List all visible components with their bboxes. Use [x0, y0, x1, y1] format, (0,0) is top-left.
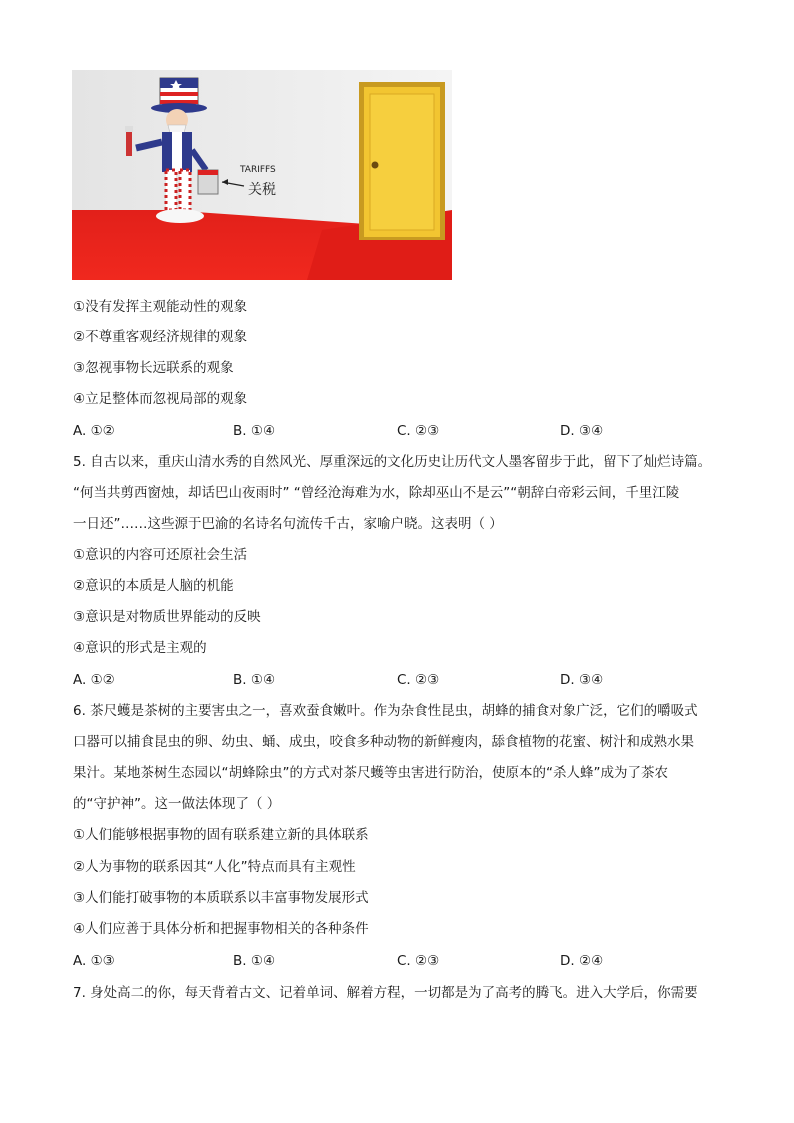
tariff-cartoon-image — [72, 70, 452, 280]
q4-item-1: ①没有发挥主观能动性的观象 — [73, 299, 248, 315]
q5-stem-line-2: “何当共剪西窗烛，却话巴山夜雨时” “曾经沧海难为水，除却巫山不是云”“朝辞白帝彩云间，千里江陵 — [73, 485, 680, 501]
q5-option-c[interactable]: C. ②③ — [397, 672, 440, 688]
q6-option-a[interactable]: A. ①③ — [73, 953, 115, 969]
q5-item-3: ③意识是对物质世界能动的反映 — [73, 609, 261, 625]
q6-item-3: ③人们能打破事物的本质联系以丰富事物发展形式 — [73, 890, 369, 906]
q6-item-1: ①人们能够根据事物的固有联系建立新的具体联系 — [73, 827, 369, 843]
q6-stem-line-3: 果汁。某地茶树生态园以“胡蜂除虫”的方式对茶尺蠖等虫害进行防治，使原本的“杀人蜂”成为了茶农 — [73, 765, 668, 781]
q6-option-b[interactable]: B. ①④ — [233, 953, 276, 969]
q6-stem-line-4: 的“守护神”。这一做法体现了（ ） — [73, 796, 281, 812]
q7-stem-line-1: 7. 身处高二的你，每天背着古文、记着单词、解着方程，一切都是为了高考的腾飞。进入大学后，你需要 — [73, 985, 698, 1001]
q4-item-2: ②不尊重客观经济规律的观象 — [73, 329, 248, 345]
q4-option-d[interactable]: D. ③④ — [560, 423, 604, 439]
q6-stem-line-2: 口器可以捕食昆虫的卵、幼虫、蛹、成虫，咬食多种动物的新鲜瘦肉，舔食植物的花蜜、树汁和成熟水果 — [73, 734, 694, 750]
q6-stem-line-1: 6. 茶尺蠖是茶树的主要害虫之一，喜欢蚕食嫩叶。作为杂食性昆虫，胡蜂的捕食对象广泛，它们的嚼吸式 — [73, 703, 698, 719]
q6-options — [73, 951, 753, 971]
q5-item-4: ④意识的形式是主观的 — [73, 640, 207, 656]
q4-item-3: ③忽视事物长远联系的观象 — [73, 360, 234, 376]
q5-option-a[interactable]: A. ①② — [73, 672, 115, 688]
q5-options — [73, 670, 753, 690]
tariffs-en-label: TARIFFS — [240, 165, 276, 175]
q4-options — [73, 421, 753, 441]
q5-option-b[interactable]: B. ①④ — [233, 672, 276, 688]
q6-option-c[interactable]: C. ②③ — [397, 953, 440, 969]
q5-stem-line-3: 一日还”……这些源于巴渝的名诗名句流传千古，家喻户晓。这表明（ ） — [73, 516, 503, 532]
q4-option-a[interactable]: A. ①② — [73, 423, 115, 439]
q5-stem-line-1: 5. 自古以来，重庆山清水秀的自然风光、厚重深远的文化历史让历代文人墨客留步于此，留下了灿烂诗篇。 — [73, 454, 712, 470]
q4-option-b[interactable]: B. ①④ — [233, 423, 276, 439]
q6-item-4: ④人们应善于具体分析和把握事物相关的各种条件 — [73, 921, 369, 937]
tariffs-cn-label: 关税 — [248, 182, 276, 198]
q6-item-2: ②人为事物的联系因其“人化”特点而具有主观性 — [73, 859, 356, 875]
q5-item-1: ①意识的内容可还原社会生活 — [73, 547, 248, 563]
q4-option-c[interactable]: C. ②③ — [397, 423, 440, 439]
q5-option-d[interactable]: D. ③④ — [560, 672, 604, 688]
q5-item-2: ②意识的本质是人脑的机能 — [73, 578, 234, 594]
q6-option-d[interactable]: D. ②④ — [560, 953, 604, 969]
q4-item-4: ④立足整体而忽视局部的观象 — [73, 391, 248, 407]
